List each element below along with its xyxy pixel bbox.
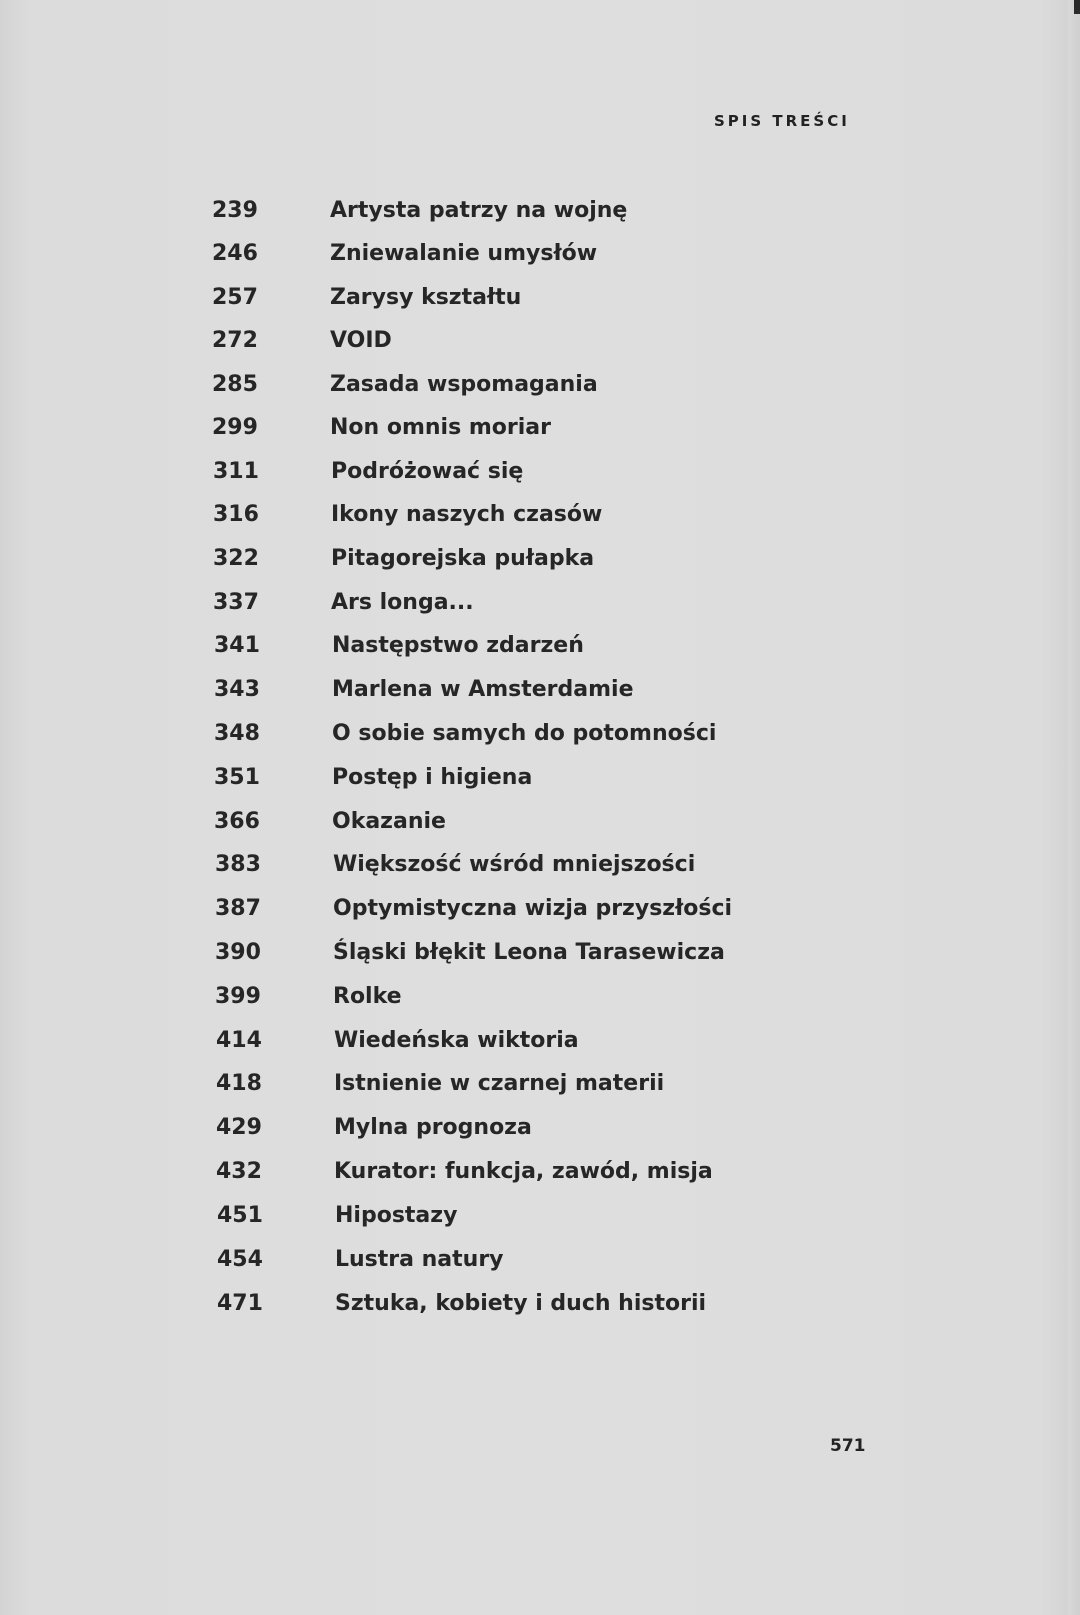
toc-entry-title: Następstwo zdarzeń: [332, 633, 584, 658]
toc-entry-title: Istnienie w czarnej materii: [334, 1071, 665, 1096]
toc-page-number: 429: [216, 1115, 262, 1140]
toc-page-number: 451: [217, 1203, 263, 1228]
toc-page-number: 341: [214, 633, 260, 658]
toc-page-number: 348: [214, 721, 260, 746]
toc-entry-title: Zniewalanie umysłów: [330, 241, 598, 266]
toc-entry-title: Wiedeńska wiktoria: [334, 1028, 579, 1053]
toc-entry-title: Ikony naszych czasów: [331, 502, 603, 527]
toc-page-number: 272: [212, 328, 258, 353]
toc-page-number: 418: [216, 1071, 262, 1096]
toc-page-number: 246: [212, 241, 258, 266]
toc-page-number: 366: [214, 809, 260, 834]
toc-page-number: 399: [215, 984, 261, 1009]
toc-entry-title: Ars longa...: [331, 590, 474, 615]
toc-entry-title: Lustra natury: [335, 1247, 504, 1272]
toc-entry-title: Pitagorejska pułapka: [331, 546, 595, 571]
toc-entry-title: Zasada wspomagania: [330, 372, 598, 397]
toc-entry-title: Hipostazy: [335, 1203, 458, 1228]
toc-entry-title: Mylna prognoza: [334, 1115, 532, 1140]
toc-entry-title: Większość wśród mniejszości: [333, 852, 696, 877]
toc-page-number: 343: [214, 677, 260, 702]
toc-entry-title: Śląski błękit Leona Tarasewicza: [333, 940, 725, 965]
toc-entry-title: Non omnis moriar: [330, 415, 551, 440]
toc-entry-title: Marlena w Amsterdamie: [332, 677, 634, 702]
toc-page-number: 383: [215, 852, 261, 877]
page-number: 571: [830, 1436, 866, 1456]
toc-page-number: 239: [212, 198, 258, 223]
toc-page-number: 285: [212, 372, 258, 397]
toc-page-number: 311: [213, 459, 259, 484]
toc-page-number: 351: [214, 765, 260, 790]
toc-page-number: 454: [217, 1247, 263, 1272]
toc-entry-title: Podróżować się: [331, 459, 524, 484]
toc-page-number: 316: [213, 502, 259, 527]
toc-entry-title: VOID: [330, 328, 392, 353]
toc-page-number: 471: [217, 1291, 263, 1316]
toc-page-number: 337: [213, 590, 259, 615]
toc-page-number: 322: [213, 546, 259, 571]
toc-page-number: 390: [215, 940, 261, 965]
toc-page-number: 432: [216, 1159, 262, 1184]
toc-page-number: 414: [216, 1028, 262, 1053]
toc-page-number: 387: [215, 896, 261, 921]
toc-entry-title: Postęp i higiena: [332, 765, 533, 790]
toc-entry-title: Kurator: funkcja, zawód, misja: [334, 1159, 713, 1184]
toc-page-number: 299: [212, 415, 258, 440]
toc-entry-title: Optymistyczna wizja przyszłości: [333, 896, 733, 921]
toc-entry-title: Rolke: [333, 984, 402, 1009]
toc-entry-title: Sztuka, kobiety i duch historii: [335, 1291, 707, 1316]
toc-entry-title: O sobie samych do potomności: [332, 721, 717, 746]
section-title: SPIS TREŚCI: [714, 112, 850, 130]
toc-entry-title: Okazanie: [332, 809, 446, 834]
toc-page-number: 257: [212, 285, 258, 310]
toc-entry-title: Artysta patrzy na wojnę: [330, 198, 628, 223]
toc-entry-title: Zarysy kształtu: [330, 285, 522, 310]
